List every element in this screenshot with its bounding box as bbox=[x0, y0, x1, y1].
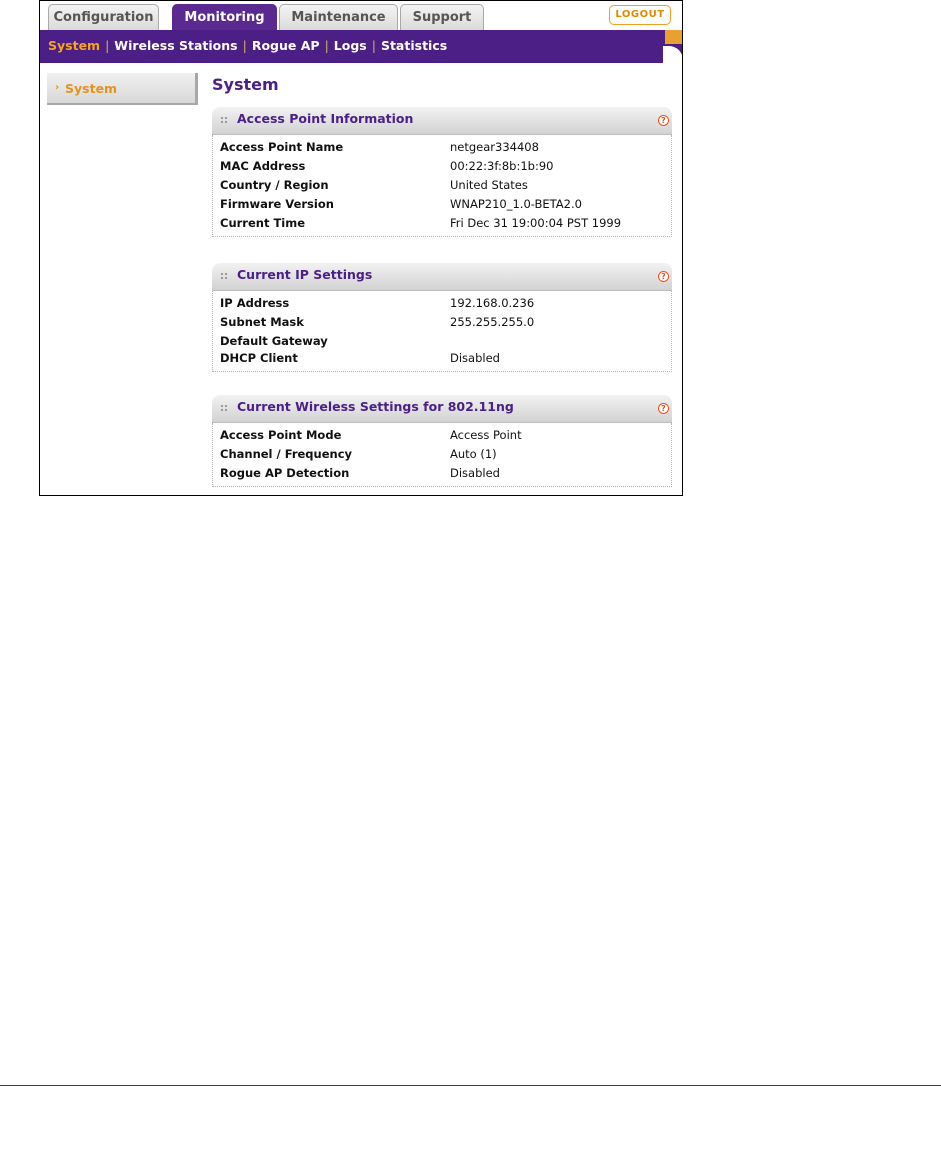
info-row bbox=[213, 332, 671, 349]
sidebar-item-label: System bbox=[65, 81, 118, 96]
row-label: DHCP Client bbox=[220, 351, 298, 365]
subnav-separator: | bbox=[242, 38, 247, 53]
section-access-point-information bbox=[212, 107, 672, 237]
row-label: Country / Region bbox=[220, 178, 329, 192]
section-current-wireless-settings bbox=[212, 395, 672, 487]
section-title: Current IP Settings bbox=[237, 267, 373, 282]
row-label: MAC Address bbox=[220, 159, 306, 173]
info-row bbox=[213, 176, 671, 195]
tab-monitoring[interactable]: Monitoring bbox=[172, 4, 277, 31]
tab-configuration[interactable]: Configuration bbox=[48, 4, 159, 31]
section-body bbox=[212, 423, 672, 487]
info-row bbox=[213, 445, 671, 464]
help-icon[interactable]: ? bbox=[658, 271, 669, 282]
help-icon[interactable]: ? bbox=[658, 403, 669, 414]
info-row bbox=[213, 294, 671, 313]
grip-icon bbox=[221, 117, 227, 125]
grip-icon bbox=[221, 405, 227, 413]
router-admin-window bbox=[39, 0, 683, 496]
tab-maintenance[interactable]: Maintenance bbox=[279, 4, 398, 31]
subnav-separator: | bbox=[371, 38, 376, 53]
row-value: 192.168.0.236 bbox=[450, 296, 535, 310]
info-row bbox=[213, 195, 671, 214]
section-title: Current Wireless Settings for 802.11ng bbox=[237, 399, 514, 414]
tab-support[interactable]: Support bbox=[400, 4, 484, 31]
section-body bbox=[212, 135, 672, 237]
subnav-system[interactable]: System bbox=[48, 38, 101, 53]
page-divider bbox=[0, 1085, 941, 1086]
subnav-rogue-ap[interactable]: Rogue AP bbox=[251, 38, 320, 53]
grip-icon bbox=[221, 273, 227, 281]
info-row bbox=[213, 138, 671, 157]
help-icon[interactable]: ? bbox=[658, 115, 669, 126]
row-label: Default Gateway bbox=[220, 334, 328, 348]
row-value: Auto (1) bbox=[450, 447, 497, 461]
info-row bbox=[213, 313, 671, 332]
logout-button[interactable]: LOGOUT bbox=[609, 5, 671, 25]
section-header bbox=[212, 263, 672, 291]
section-body bbox=[212, 291, 672, 372]
row-label: Current Time bbox=[220, 216, 306, 230]
chevron-right-icon: › bbox=[55, 82, 60, 93]
row-label: Channel / Frequency bbox=[220, 447, 353, 461]
row-value: United States bbox=[450, 178, 528, 192]
subnav-separator: | bbox=[324, 38, 329, 53]
row-value: netgear334408 bbox=[450, 140, 539, 154]
corner-accent bbox=[665, 30, 683, 44]
row-label: Subnet Mask bbox=[220, 315, 304, 329]
section-header bbox=[212, 395, 672, 423]
subnav-logs[interactable]: Logs bbox=[333, 38, 367, 53]
row-value: Access Point bbox=[450, 428, 522, 442]
info-row bbox=[213, 214, 671, 233]
row-value: 255.255.255.0 bbox=[450, 315, 535, 329]
section-title: Access Point Information bbox=[237, 111, 414, 126]
info-row bbox=[213, 349, 671, 368]
subnav-wireless-stations[interactable]: Wireless Stations bbox=[114, 38, 238, 53]
info-row bbox=[213, 464, 671, 483]
info-row bbox=[213, 157, 671, 176]
row-label: Rogue AP Detection bbox=[220, 466, 350, 480]
row-value: WNAP210_1.0-BETA2.0 bbox=[450, 197, 582, 211]
subnav-statistics[interactable]: Statistics bbox=[380, 38, 448, 53]
row-label: Firmware Version bbox=[220, 197, 334, 211]
row-value: Disabled bbox=[450, 351, 500, 365]
row-label: Access Point Name bbox=[220, 140, 344, 154]
row-value: 00:22:3f:8b:1b:90 bbox=[450, 159, 554, 173]
section-header bbox=[212, 107, 672, 135]
row-label: Access Point Mode bbox=[220, 428, 342, 442]
sidebar-item-system[interactable] bbox=[47, 73, 198, 105]
row-value: Disabled bbox=[450, 466, 500, 480]
subnav-separator: | bbox=[105, 38, 110, 53]
section-current-ip-settings bbox=[212, 263, 672, 372]
sub-nav-bar bbox=[40, 30, 682, 63]
info-row bbox=[213, 426, 671, 445]
row-label: IP Address bbox=[220, 296, 290, 310]
row-value: Fri Dec 31 19:00:04 PST 1999 bbox=[450, 216, 622, 230]
page-title: System bbox=[212, 75, 279, 94]
